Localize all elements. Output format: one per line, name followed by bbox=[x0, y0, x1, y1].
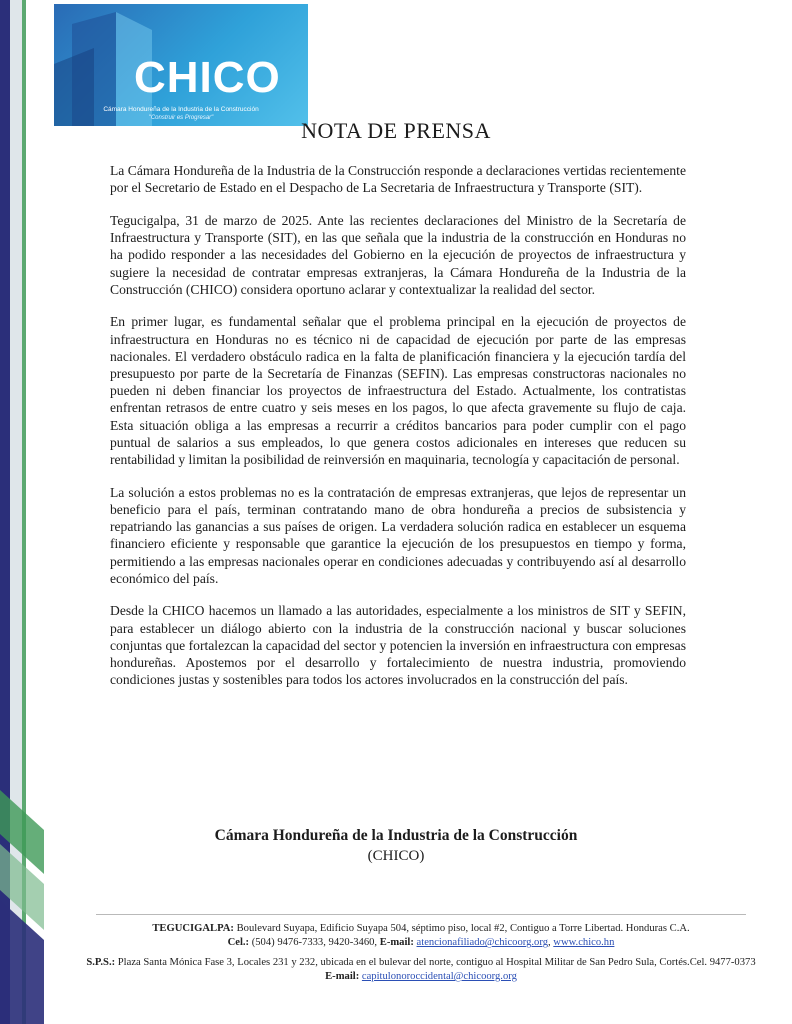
page-title: NOTA DE PRENSA bbox=[301, 118, 491, 143]
teg-label: TEGUCIGALPA: bbox=[152, 923, 234, 934]
teg-address: Boulevard Suyapa, Edificio Suyapa 504, séptimo piso, local #2, Contiguo a Torre Libertad. Honduras C.A. bbox=[236, 923, 690, 934]
sps-email-label: E-mail: bbox=[325, 970, 360, 982]
paragraph-intro: La Cámara Hondureña de la Industria de la Construcción responde a declaraciones vertidas recientemente por el Secretario de Estado en el Despacho de La Secretaria de Infraestructura y Transporte (SIT). bbox=[110, 163, 686, 196]
chico-logo bbox=[54, 4, 308, 126]
sps-address: Plaza Santa Mónica Fase 3, Locales 231 y 232, ubicada en el bulevar del norte, contiguo al Hospital Militar de San Pedro Sula, Cortés.Cel. 9477-0373 bbox=[117, 956, 756, 968]
logo-motto: "Construir es Progresar" bbox=[148, 115, 214, 121]
signature-name: Cámara Hondureña de la Industria de la Construcción bbox=[214, 827, 578, 844]
sps-email-link[interactable]: capitulonoroccidental@chicoorg.org bbox=[361, 970, 517, 982]
teg-tel: (504) 9476-7333, 9420-3460, bbox=[251, 937, 378, 949]
press-release-body bbox=[110, 162, 686, 704]
teg-email-link[interactable]: atencionafiliado@chicoorg.org bbox=[416, 937, 548, 949]
paragraph-solution: La solución a estos problemas no es la contratación de empresas extranjeras, que lejos de representar un beneficio para el país, terminan contratando mano de obra hondureña a precios de subsistencia y repatriando las ganancias a sus países de origen. La verdadera solución radica en establecer un esquema financiero eficiente y responsable que garantice la ejecución de los presupuestos en tiempo y forma, permitiendo a las empresas nacionales operar en condiciones adecuadas y contribuyendo así al desarrollo económico del país. bbox=[110, 484, 686, 586]
paragraph-call-to-action: Desde la CHICO hacemos un llamado a las autoridades, especialmente a los ministros de SIT y SEFIN, para establecer un diálogo abierto con la industria de la construcción nacional y buscar soluciones conjuntas que fortalezcan la capacidad del sector y potencien la inversión en infraestructura con empresas hondureñas. Apostemos por el desarrollo y fortalecimiento de nuestra industria, promoviendo condiciones justas y sostenibles para todos los actores involucrados en la construcción del país. bbox=[110, 603, 686, 688]
signature-acronym: (CHICO) bbox=[367, 848, 425, 864]
footer-contact bbox=[86, 922, 756, 989]
logo-name: CHICO bbox=[134, 53, 281, 102]
website-link[interactable]: www.chico.hn bbox=[553, 937, 615, 949]
teg-tel-label: Cel.: bbox=[227, 937, 250, 949]
footer-tegucigalpa: TEGUCIGALPA: Boulevard Suyapa, Edificio Suyapa 504, séptimo piso, local #2, Contiguo a Torre Libertad. Honduras C.A. Cel.: (504) 9476-7333, 9420-3460, E-mail: atencionafiliado@chicoorg.org, www.chico.hn bbox=[152, 923, 690, 949]
footer-divider bbox=[96, 914, 746, 915]
logo-subtitle: Cámara Hondureña de la Industria de la Construcción bbox=[103, 106, 259, 113]
paragraph-problem: En primer lugar, es fundamental señalar que el problema principal en la ejecución de proyectos de infraestructura en Honduras no es técnico ni de capacidad de ejecución por parte de las empresas nacionales. El verdadero obstáculo radica en la falta de planificación financiera y la ejecución tardía del presupuesto por parte de la Secretaría de Finanzas (SEFIN). Las empresas constructoras nacionales no pueden ni deben financiar los proyectos de infraestructura del Estado. Actualmente, los contratistas enfrentan retrasos de entre cuatro y seis meses en los pagos, lo que afecta gravemente su flujo de caja. Esta situación obliga a las empresas a recurrir a créditos bancarios para poder cumplir con el pago puntual de salarios a sus empleados, lo que genera costos adicionales en intereses que reducen su rentabilidad y limitan la posibilidad de reinversión en maquinaria, tecnología y capacitación de personal. bbox=[110, 314, 686, 468]
teg-email-label: E-mail: bbox=[379, 937, 414, 949]
signature-block bbox=[0, 826, 792, 866]
footer-sps bbox=[86, 956, 756, 985]
paragraph-context: Tegucigalpa, 31 de marzo de 2025. Ante las recientes declaraciones del Ministro de la Secretaría de Infraestructura y Transporte (SIT), en las que señala que la industria de la construcción en Honduras no ha podido responder a las necesidades del Gobierno en la ejecución de proyectos de infraestructura y sugiere la necesidad de contratar empresas extranjeras, la Cámara Hondureña de la Industria de la Construcción (CHICO) considera oportuno aclarar y contextualizar la realidad del sector. bbox=[110, 212, 686, 297]
sps-label: S.P.S.: bbox=[86, 956, 116, 968]
